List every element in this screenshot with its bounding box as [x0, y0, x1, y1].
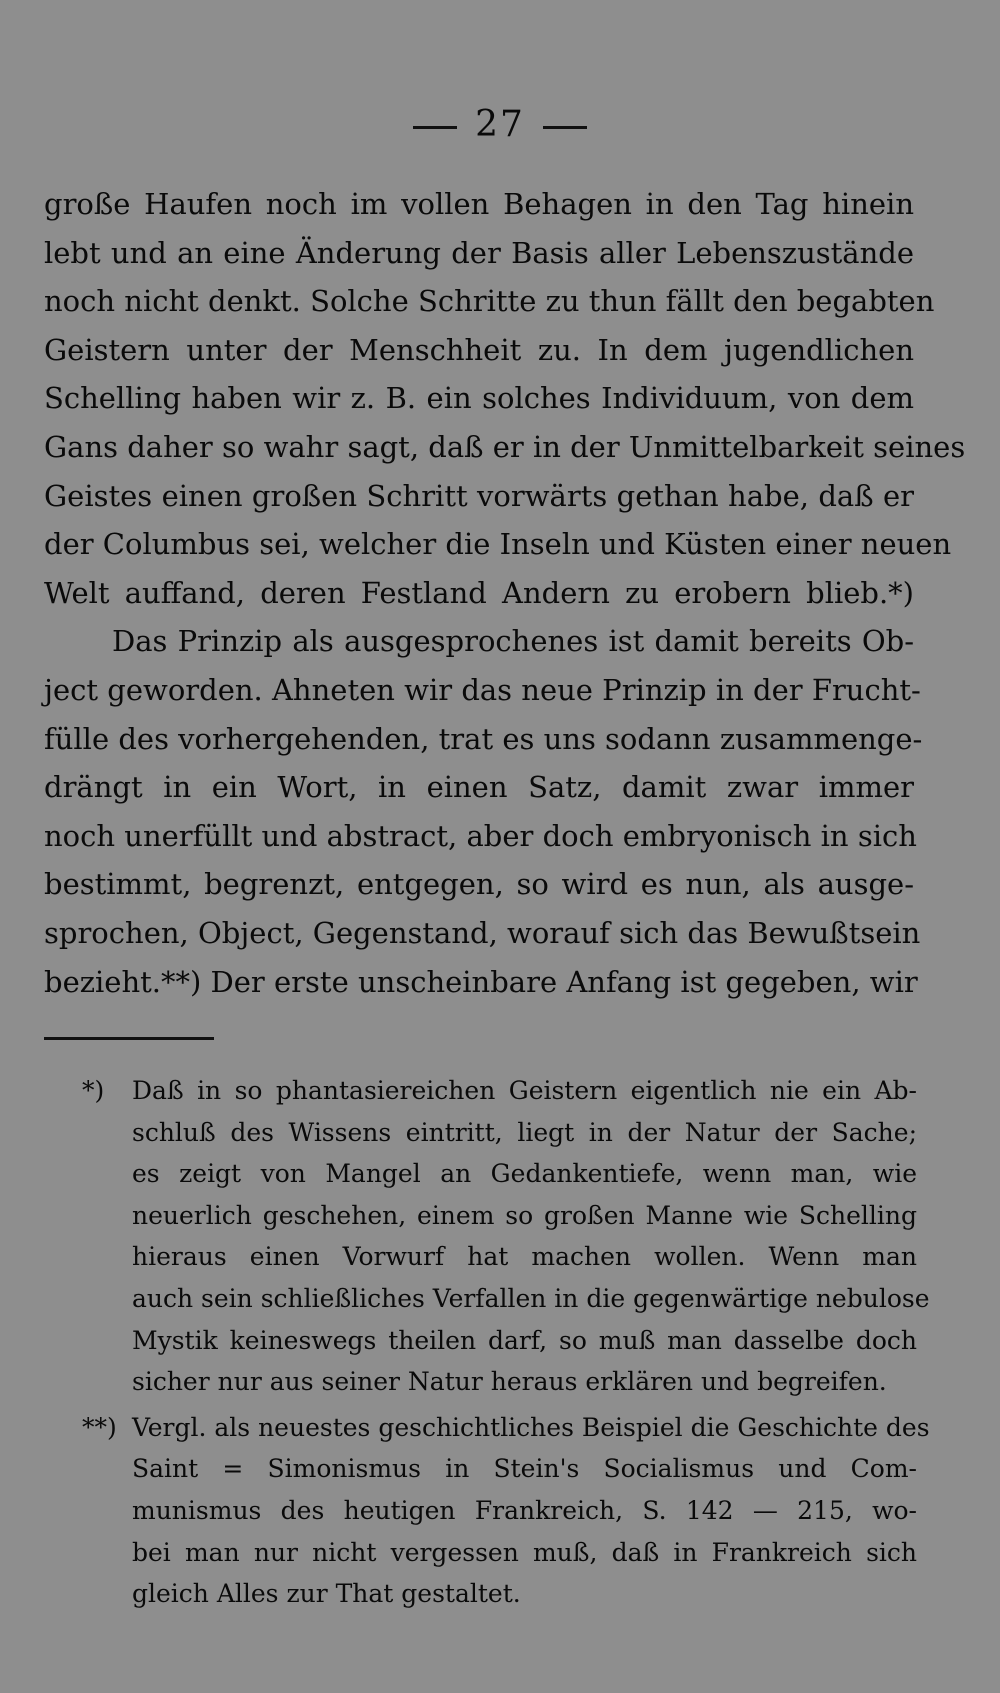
page-header: [0, 104, 1000, 145]
footnote-1: [82, 1070, 930, 1403]
body-line: lebt und an eine Änderung der Basis aller Lebenszustände: [44, 235, 914, 270]
footnote-line: Vergl. als neuestes geschichtliches Beispiel die Geschichte des: [132, 1412, 930, 1442]
footnote-line: hieraus einen Vorwurf hat machen wollen. Wenn man: [132, 1242, 917, 1272]
body-line: bestimmt, begrenzt, entgegen, so wird es nun, als ausge-: [44, 867, 914, 902]
body-line: Geistes einen großen Schritt vorwärts gethan habe, daß er: [44, 478, 914, 513]
body-line: noch nicht denkt. Solche Schritte zu thun fällt den begabten: [44, 284, 935, 319]
footnote-mark: **): [82, 1412, 117, 1442]
footnote-line: Mystik keineswegs theilen darf, so muß man dasselbe doch: [132, 1325, 917, 1355]
body-line: drängt in ein Wort, in einen Satz, damit zwar immer: [44, 770, 914, 805]
footnote-line: auch sein schließliches Verfallen in die gegenwärtige nebulose: [132, 1283, 930, 1313]
body-line: der Columbus sei, welcher die Inseln und Küsten einer neuen: [44, 527, 952, 562]
footnote-mark: *): [82, 1076, 105, 1105]
page-number: 27: [475, 104, 525, 145]
footnote-line: munismus des heutigen Frankreich, S. 142 — 215, wo-: [132, 1495, 917, 1525]
footnote-line: Daß in so phantasiereichen Geistern eigentlich nie ein Ab-: [132, 1076, 917, 1105]
footnote-separator: [44, 1037, 214, 1040]
body-line: Gans daher so wahr sagt, daß er in der Unmittelbarkeit seines: [44, 429, 966, 464]
footnote-line: es zeigt von Mangel an Gedankentiefe, wenn man, wie: [132, 1159, 917, 1189]
footnote-line: gleich Alles zur That gestaltet.: [132, 1579, 521, 1609]
body-text: [44, 180, 966, 1006]
footnote-line: bei man nur nicht vergessen muß, daß in Frankreich sich: [132, 1537, 917, 1567]
body-line: Schelling haben wir z. B. ein solches Individuum, von dem: [44, 381, 914, 416]
body-line: Welt auffand, deren Festland Andern zu erobern blieb.*): [44, 575, 914, 610]
header-dash-left: [413, 126, 457, 129]
header-dash-right: [543, 126, 587, 129]
body-line: fülle des vorhergehenden, trat es uns sodann zusammenge-: [44, 721, 923, 756]
body-line: bezieht.**) Der erste unscheinbare Anfang ist gegeben, wir: [44, 964, 918, 999]
footnote-line: neuerlich geschehen, einem so großen Manne wie Schelling: [132, 1200, 917, 1230]
body-line: große Haufen noch im vollen Behagen in den Tag hinein: [44, 187, 914, 221]
body-line: noch unerfüllt und abstract, aber doch embryonisch in sich: [44, 818, 917, 853]
footnote-line: sicher nur aus seiner Natur heraus erklären und begreifen.: [132, 1367, 887, 1397]
body-line: sprochen, Object, Gegenstand, worauf sich das Bewußtsein: [44, 915, 921, 950]
footnote-line: Saint = Simonismus in Stein's Socialismus und Com-: [132, 1454, 917, 1484]
paragraph-start-line: Das Prinzip als ausgesprochenes ist damit bereits Ob-: [112, 624, 914, 659]
footnote-2: [82, 1407, 930, 1615]
footnotes: [82, 1070, 930, 1617]
footnote-line: schluß des Wissens eintritt, liegt in der Natur der Sache;: [132, 1117, 917, 1147]
body-line: Geistern unter der Menschheit zu. In dem jugendlichen: [44, 332, 914, 367]
body-line: ject geworden. Ahneten wir das neue Prinzip in der Frucht-: [44, 672, 921, 707]
